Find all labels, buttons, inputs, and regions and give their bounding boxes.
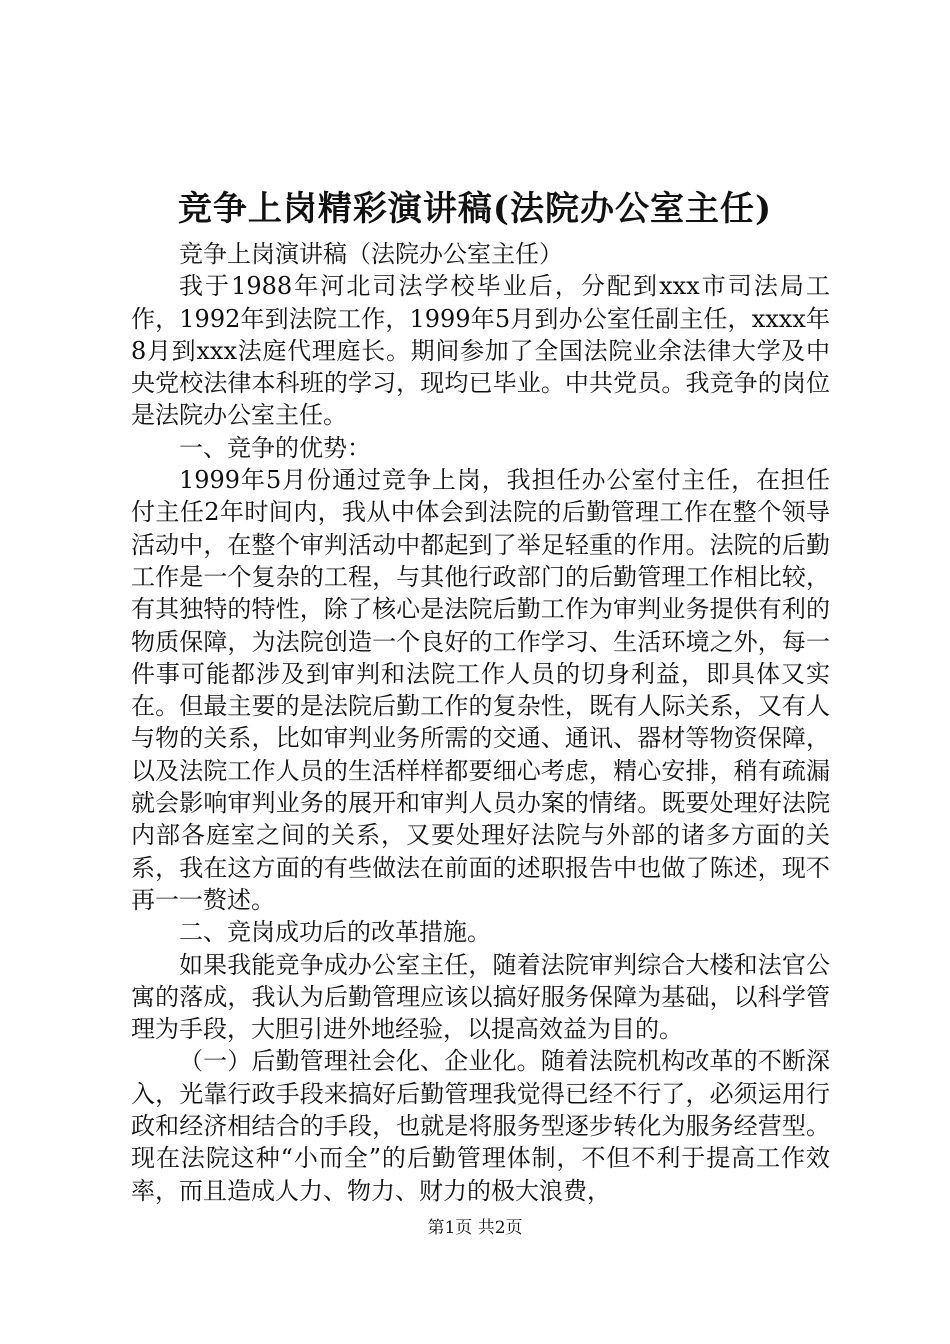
section-heading-advantages: 一、竞争的优势： bbox=[179, 433, 371, 462]
document-body bbox=[131, 238, 830, 1207]
document-title: 竞争上岗精彩演讲稿(法院办公室主任) bbox=[177, 189, 773, 229]
paragraph-reforms-intro: 如果我能竞争成办公室主任，随着法院审判综合大楼和法官公寓的落成，我认为后勤管理应该以搞好服务保障为基础，以科学管理为手段，大胆引进外地经验，以提高效益为目的。 bbox=[131, 950, 830, 1044]
page-footer: 第1页 共2页 bbox=[427, 1218, 523, 1238]
paragraph-subtitle: 竞争上岗演讲稿（法院办公室主任） bbox=[179, 240, 563, 268]
paragraph-reform-item-1: （一）后勤管理社会化、企业化。随着法院机构改革的不断深入，光靠行政手段来搞好后勤管理我觉得已经不行了，必须运用行政和经济相结合的手段，也就是将服务型逐步转化为服务经营型。现在法院这种“小而全”的后勤管理体制，不但不利于提高工作效率，而且造成人力、物力、财力的极大浪费， bbox=[131, 1047, 830, 1205]
paragraph-advantages: 1999年5月份通过竞争上岗，我担任办公室付主任，在担任付主任2年时间内，我从中体会到法院的后勤管理工作在整个领导活动中，在整个审判活动中都起到了举足轻重的作用。法院的后勤工作是一个复杂的工程，与其他行政部门的后勤管理工作相比较，有其独特的特性，除了核心是法院后勤工作为审判业务提供有利的物质保障，为法院创造一个良好的工作学习、生活环境之外，每一件事可能都涉及到审判和法院工作人员的切身利益，即具体又实在。但最主要的是法院后勤工作的复杂性，既有人际关系，又有人与物的关系，比如审判业务所需的交通、通讯、器材等物资保障，以及法院工作人员的生活样样都要细心考虑，精心安排，稍有疏漏就会影响审判业务的展开和审判人员办案的情绪。既要处理好法院内部各庭室之间的关系，又要处理好法院与外部的诸多方面的关系，我在这方面的有些做法在前面的述职报告中也做了陈述，现不再一一赘述。 bbox=[131, 466, 830, 914]
section-heading-reforms: 二、竞岗成功后的改革措施。 bbox=[179, 918, 491, 947]
paragraph-intro: 我于1988年河北司法学校毕业后，分配到xxx市司法局工作，1992年到法院工作，1999年5月到办公室任副主任，xxxx年8月到xxx法庭代理庭长。期间参加了全国法院业余法律大学及中央党校法律本科班的学习，现均已毕业。中共党员。我竞争的岗位是法院办公室主任。 bbox=[131, 272, 830, 430]
